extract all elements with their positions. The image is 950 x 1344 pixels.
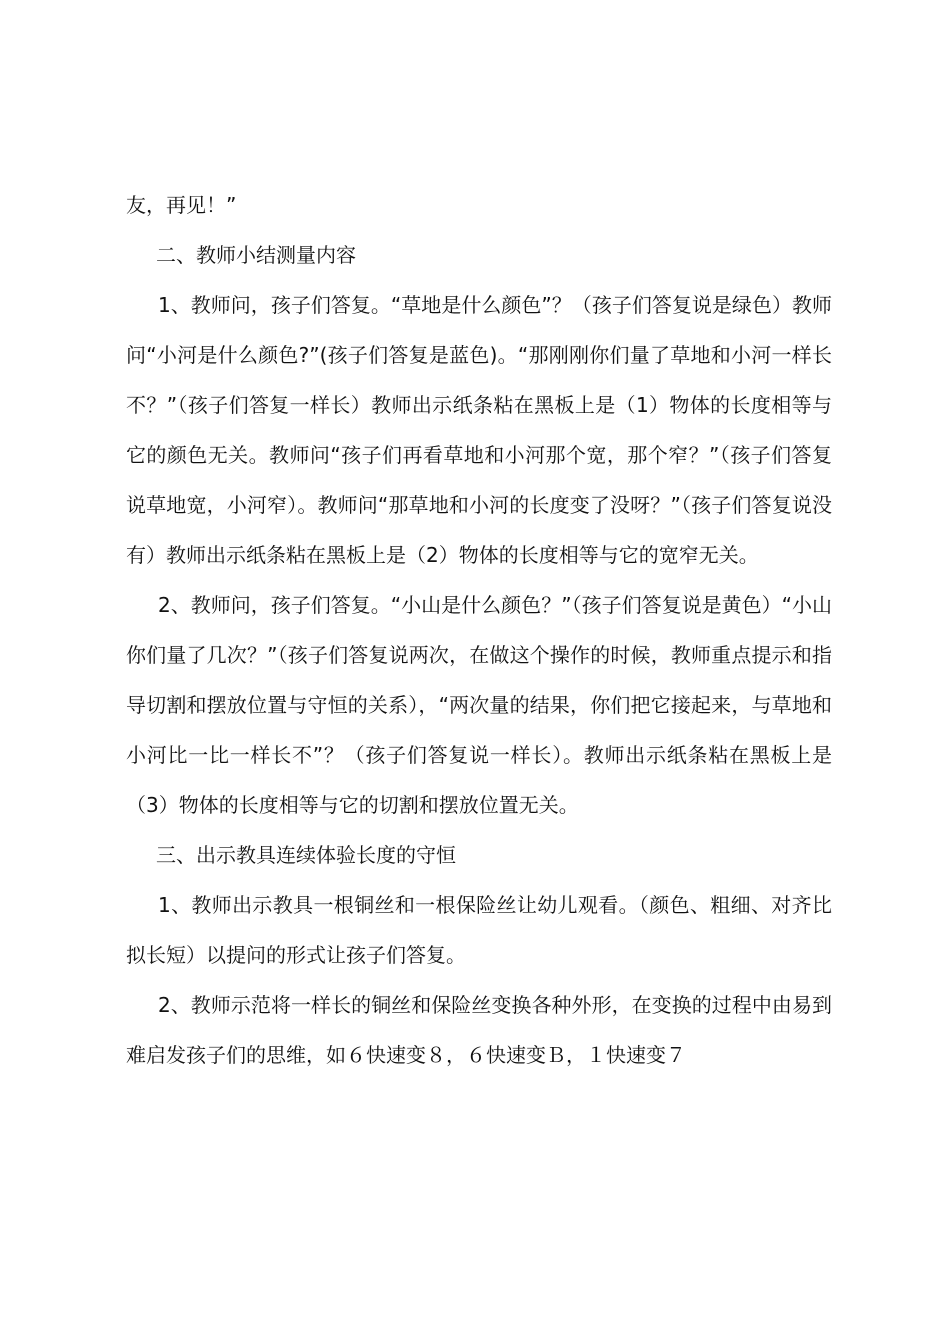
section-heading-3: 三、出示教具连续体验长度的守恒 xyxy=(156,843,456,867)
paragraph-item-3-1: 1、教师出示教具一根铜丝和一根保险丝让幼儿观看。（颜色、粗细、对齐比拟长短）以提问的形式让孩子们答复。 xyxy=(126,893,832,967)
paragraph-item-2: 2、教师问，孩子们答复。“小山是什么颜色？”（孩子们答复说是黄色）“小山你们量了几次？”（孩子们答复说两次，在做这个操作的时候，教师重点提示和指导切割和摆放位置与守恒的关系），“两次量的结果，你们把它接起来，与草地和小河比一比一样长不”？（孩子们答复说一样长）。教师出示纸条粘在黑板上是（3）物体的长度相等与它的切割和摆放位置无关。 xyxy=(126,593,832,817)
paragraph-item-3-2: 2、教师示范将一样长的铜丝和保险丝变换各种外形，在变换的过程中由易到难启发孩子们的思维，如６快速变８，６快速变Ｂ，１快速变７ xyxy=(126,993,832,1067)
paragraph-item-1: 1、教师问，孩子们答复。“草地是什么颜色”？（孩子们答复说是绿色）教师问“小河是什么颜色?”(孩子们答复是蓝色)。“那刚刚你们量了草地和小河一样长不？”（孩子们答复一样长）教师出示纸条粘在黑板上是（1）物体的长度相等与它的颜色无关。教师问“孩子们再看草地和小河那个宽，那个窄？”（孩子们答复说草地宽，小河窄）。教师问“那草地和小河的长度变了没呀？”（孩子们答复说没有）教师出示纸条粘在黑板上是（2）物体的长度相等与它的宽窄无关。 xyxy=(126,293,832,567)
document-body xyxy=(126,180,832,1080)
paragraph-closing-line: 友，再见！” xyxy=(126,193,237,217)
section-heading-2: 二、教师小结测量内容 xyxy=(156,243,356,267)
